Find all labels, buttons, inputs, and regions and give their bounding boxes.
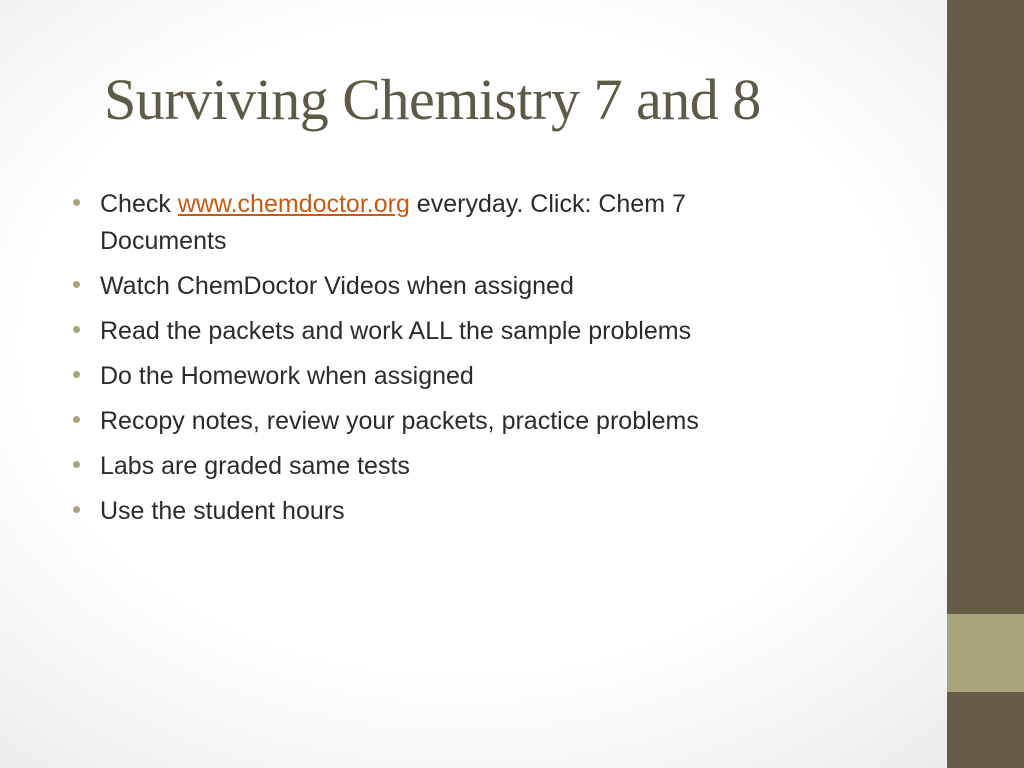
right-decorative-bar-accent bbox=[947, 614, 1024, 692]
bullet-list bbox=[70, 186, 800, 538]
chemdoctor-link[interactable]: www.chemdoctor.org bbox=[177, 190, 410, 218]
bullet-dot-icon bbox=[73, 506, 80, 513]
bullet-dot-icon bbox=[73, 326, 80, 333]
bullet-dot-icon bbox=[73, 461, 80, 468]
bullet-text: Read the packets and work ALL the sample problems bbox=[100, 317, 692, 345]
bullet-item-homework bbox=[70, 358, 800, 395]
bullet-item-recopy bbox=[70, 403, 800, 440]
bullet-text: Use the student hours bbox=[100, 497, 345, 525]
bullet-text: Do the Homework when assigned bbox=[100, 362, 474, 390]
bullet-item-packets bbox=[70, 313, 800, 350]
bullet-item-student-hours bbox=[70, 493, 800, 530]
bullet-dot-icon bbox=[73, 371, 80, 378]
bullet-text-suffix: everyday. Click: Chem 7 Documents bbox=[100, 190, 686, 255]
bullet-item-check-website bbox=[70, 186, 800, 260]
bullet-dot-icon bbox=[73, 281, 80, 288]
bullet-item-videos bbox=[70, 268, 800, 305]
slide-title: Surviving Chemistry 7 and 8 bbox=[104, 67, 761, 132]
bullet-dot-icon bbox=[73, 416, 80, 423]
bullet-text: Recopy notes, review your packets, practice problems bbox=[100, 407, 699, 435]
bullet-text: Watch ChemDoctor Videos when assigned bbox=[100, 272, 574, 300]
bullet-text: Labs are graded same tests bbox=[100, 452, 410, 480]
bullet-text-prefix: Check bbox=[100, 190, 178, 218]
bullet-item-labs bbox=[70, 448, 800, 485]
bullet-dot-icon bbox=[73, 199, 80, 206]
